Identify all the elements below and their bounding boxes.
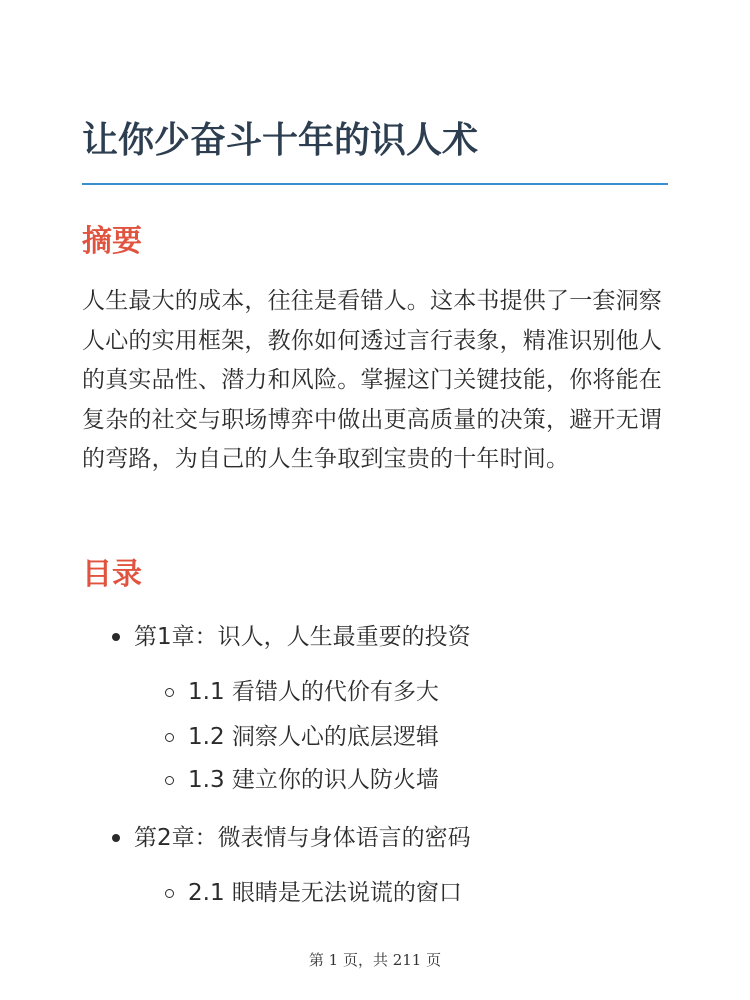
toc-section-item[interactable]: 1.1 看错人的代价有多大 — [188, 679, 439, 705]
toc-section-item[interactable]: 1.3 建立你的识人防火墙 — [188, 767, 439, 793]
toc-chapter-item[interactable]: 第2章：微表情与身体语言的密码 — [134, 825, 471, 851]
page-number-footer: 第 1 页，共 211 页 — [308, 951, 442, 969]
bullet-circle-icon — [165, 776, 174, 785]
bullet-dot-icon — [112, 834, 120, 842]
document-title: 让你少奋斗十年的识人术 — [82, 120, 479, 161]
toc-heading: 目录 — [82, 557, 142, 592]
bullet-circle-icon — [165, 889, 174, 898]
bullet-circle-icon — [165, 733, 174, 742]
abstract-paragraph: 人生最大的成本，往往是看错人。这本书提供了一套洞察人心的实用框架，教你如何透过言行表象，精准识别他人的真实品性、潜力和风险。掌握这门关键技能，你将能在复杂的社交与职场博弈中做出更高质量的决策，避开无谓的弯路，为自己的人生争取到宝贵的十年时间。 — [82, 288, 662, 472]
abstract-heading: 摘要 — [82, 224, 142, 259]
toc-chapter-item[interactable]: 第1章：识人，人生最重要的投资 — [134, 624, 471, 650]
toc-section-item[interactable]: 2.1 眼睛是无法说谎的窗口 — [188, 880, 462, 906]
toc-section-item[interactable]: 1.2 洞察人心的底层逻辑 — [188, 724, 439, 750]
bullet-circle-icon — [165, 688, 174, 697]
bullet-dot-icon — [112, 633, 120, 641]
